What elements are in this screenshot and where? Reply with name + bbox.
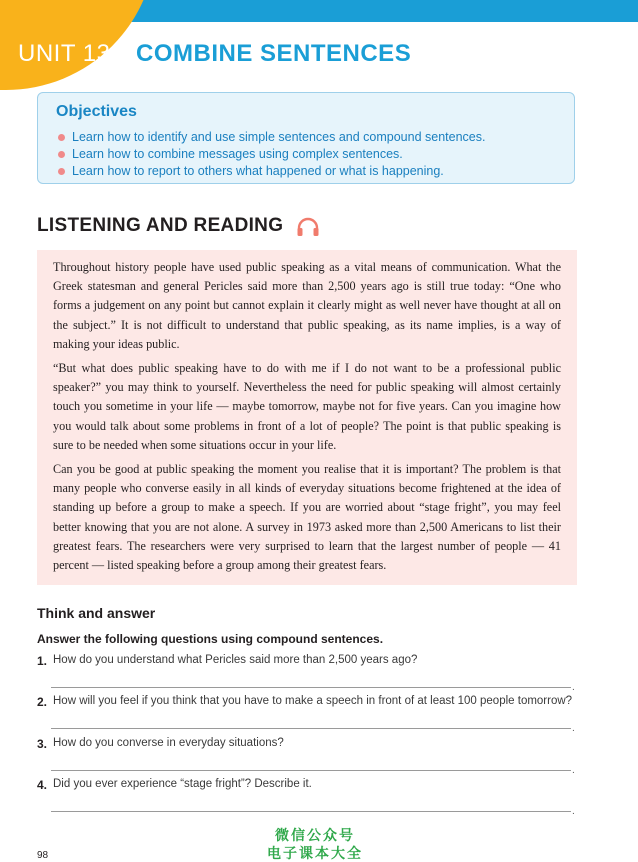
- bullet-icon: [58, 134, 65, 141]
- objective-text: Learn how to identify and use simple sentences and compound sentences.: [72, 130, 486, 144]
- reading-passage: [37, 250, 577, 585]
- reading-paragraph: “But what does public speaking have to do with me if I do not want to be a professional public speaker?” you may think to yourself. Nevertheless the need for public speaking will almost certainly touch you sometime in your life — maybe tomorrow, maybe not for five years. Can you imagine how you would talk about some problems in front of a lot of people? The point is that public speaking is sure to be needed when some situations occur in your life.: [53, 361, 561, 452]
- question-number: 1.: [37, 654, 48, 668]
- answer-line[interactable]: [51, 687, 571, 688]
- watermark-line: 电子课本大全: [267, 845, 363, 861]
- reading-paragraph: Can you be good at public speaking the moment you realise that it is important? The problem is that many people who converse easily in all kinds of everyday situations become frightened at the idea of standing up before a group to make a speech. If you are worried about “stage fright”, you may feel better knowing that you are not alone. A survey in 1973 asked more than 2,500 Americans to list their greatest fears. The researchers were very surprised to learn that the largest number of people — 41 percent — listed speaking before a group among their greatest fears.: [53, 462, 561, 573]
- question-number: 2.: [37, 695, 48, 709]
- line-end-dot: .: [572, 682, 575, 693]
- instructions: Answer the following questions using compound sentences.: [37, 632, 384, 646]
- answer-line[interactable]: [51, 811, 571, 812]
- watermark: [250, 826, 380, 862]
- question-text: How do you understand what Pericles said more than 2,500 years ago?: [53, 654, 418, 666]
- page-title: COMBINE SENTENCES: [136, 40, 412, 67]
- question-text: Did you ever experience “stage fright”? Describe it.: [53, 778, 312, 790]
- answer-line[interactable]: [51, 728, 571, 729]
- answer-line[interactable]: [51, 770, 571, 771]
- line-end-dot: .: [572, 765, 575, 776]
- question-number: 4.: [37, 778, 48, 792]
- reading-paragraph: Throughout history people have used public speaking as a vital means of communication. What the Greek statesman and general Pericles said more than 2,500 years ago is still true today: “One who forms a judgement on any point but cannot explain it clearly might as well never have thought at all on the subject.” It is not difficult to understand that public speaking, as its name implies, is a way of making your ideas public.: [53, 260, 561, 351]
- question-text: How will you feel if you think that you have to make a speech in front of at least 100 people tomorrow?: [53, 695, 573, 707]
- watermark-line: 微信公众号: [275, 827, 355, 843]
- objectives-heading: Objectives: [56, 103, 137, 120]
- think-heading: Think and answer: [37, 605, 156, 621]
- objectives-list: [58, 129, 485, 180]
- page-number: 98: [37, 850, 49, 861]
- section-heading: LISTENING AND READING: [37, 215, 284, 236]
- line-end-dot: .: [572, 723, 575, 734]
- unit-label: UNIT 13: [18, 40, 111, 67]
- objective-text: Learn how to report to others what happened or what is happening.: [72, 164, 444, 178]
- bullet-icon: [58, 168, 65, 175]
- line-end-dot: .: [572, 806, 575, 817]
- question-number: 3.: [37, 737, 48, 751]
- objective-item: [58, 146, 485, 163]
- headphones-icon: [296, 217, 320, 237]
- objective-item: [58, 163, 485, 180]
- bullet-icon: [58, 151, 65, 158]
- objective-text: Learn how to combine messages using complex sentences.: [72, 147, 403, 161]
- question-text: How do you converse in everyday situations?: [53, 737, 284, 749]
- objective-item: [58, 129, 485, 146]
- objectives-box: [37, 92, 575, 184]
